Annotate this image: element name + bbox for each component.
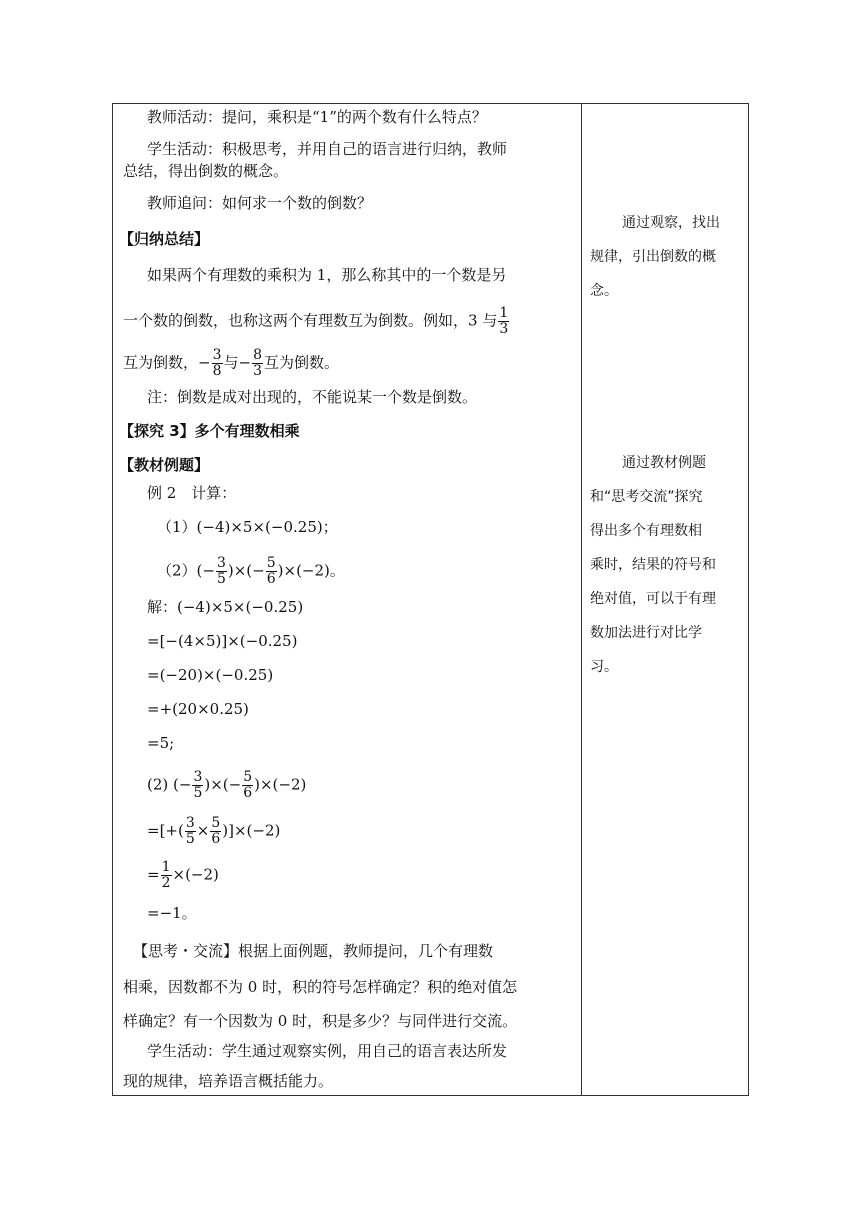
student-activity-line1: 学生活动：积极思考，并用自己的语言进行归纳，教师 — [147, 140, 508, 158]
solution-line-8: = $\frac{1}{2}$ ×(−2) — [147, 859, 219, 891]
textbook-example-heading: 【教材例题】 — [119, 456, 210, 474]
fraction-five-sixths: $\frac{5}{6}$ — [243, 769, 253, 801]
note-2-line1: 通过教材例题 — [622, 455, 706, 471]
solution-line-6: (2) (− $\frac{3}{5}$ )×(− $\frac{5}{6}$ )×(−2) — [147, 769, 307, 801]
student-activity-line2: 总结，得出倒数的概念。 — [123, 162, 289, 180]
solution-line-1: 解：(−4)×5×(−0.25) — [147, 598, 304, 616]
think-exchange-line1: 【思考・交流】根据上面例题，教师提问，几个有理数 — [133, 942, 494, 960]
definition-text: 一个数的倒数，也称这两个有理数互为倒数。例如，3 与 — [123, 311, 498, 330]
fraction-one-half: $\frac{1}{2}$ — [161, 859, 171, 891]
solution-line-4: =+(20×0.25) — [147, 700, 249, 718]
fraction-three-fifths: $\frac{3}{5}$ — [185, 815, 195, 847]
definition-line1: 如果两个有理数的乘积为 1，那么称其中的一个数是另 — [147, 266, 507, 284]
note-2-line5: 绝对值，可以于有理 — [590, 591, 716, 607]
notes-column — [582, 104, 748, 1095]
fraction-three-eighths: $\frac{3}{8}$ — [212, 347, 222, 379]
example-problem-2: （2）(− $\frac{3}{5}$ )×(− $\frac{5}{6}$ )×(−2)。 — [157, 555, 345, 587]
note-2-line6: 数加法进行对比学 — [590, 625, 702, 641]
solution-line-9: =−1。 — [147, 904, 197, 922]
note-2-line3: 得出多个有理数相 — [590, 523, 702, 539]
fraction-five-sixths: $\frac{5}{6}$ — [211, 815, 221, 847]
note-1-line1: 通过观察，找出 — [622, 215, 720, 231]
teacher-followup: 教师追问：如何求一个数的倒数？ — [147, 194, 373, 212]
definition-line2 — [123, 306, 510, 337]
summary-heading: 【归纳总结】 — [119, 230, 210, 248]
think-exchange-line2: 相乘，因数都不为 0 时，积的符号怎样确定？积的绝对值怎 — [123, 978, 518, 996]
lesson-table — [112, 103, 749, 1096]
student-activity-2-line1: 学生活动：学生通过观察实例，用自己的语言表达所发 — [147, 1042, 508, 1060]
solution-line-5: =5; — [147, 734, 175, 752]
note-line: 注：倒数是成对出现的，不能说某一个数是倒数。 — [147, 388, 478, 406]
fraction-eight-thirds: $\frac{8}{3}$ — [253, 347, 262, 379]
student-activity-2-line2: 现的规律，培养语言概括能力。 — [123, 1072, 334, 1090]
note-2-line2: 和“思考交流”探究 — [590, 489, 703, 505]
solution-line-7: =[+( $\frac{3}{5}$ × $\frac{5}{6}$ )]×(−2) — [147, 815, 281, 847]
main-column — [113, 104, 581, 1095]
note-2-line4: 乘时，结果的符号和 — [590, 557, 716, 573]
example-title: 例 2 计算： — [147, 484, 237, 502]
note-1-line2: 规律，引出倒数的概 — [590, 249, 716, 265]
example-problem-1: （1）(−4)×5×(−0.25)； — [157, 518, 338, 536]
fraction-five-sixths: $\frac{5}{6}$ — [266, 555, 276, 587]
teacher-activity-question: 教师活动：提问，乘积是“1”的两个数有什么特点？ — [147, 108, 487, 126]
fraction-three-fifths: $\frac{3}{5}$ — [193, 769, 203, 801]
fraction-one-third: $\frac{1}{3}$ — [499, 305, 509, 337]
explore-3-heading: 【探究 3】多个有理数相乘 — [119, 422, 300, 440]
solution-line-2: =[−(4×5)]×(−0.25) — [147, 632, 298, 650]
definition-line3: 互为倒数，− $\frac{3}{8}$ 与− $\frac{8}{3}$ 互为倒数。 — [123, 347, 340, 379]
solution-line-3: =(−20)×(−0.25) — [147, 666, 274, 684]
fraction-three-fifths: $\frac{3}{5}$ — [216, 555, 226, 587]
think-exchange-line3: 样确定？有一个因数为 0 时，积是多少？与同伴进行交流。 — [123, 1012, 518, 1030]
note-1-line3: 念。 — [590, 283, 618, 299]
note-2-line7: 习。 — [590, 659, 618, 675]
